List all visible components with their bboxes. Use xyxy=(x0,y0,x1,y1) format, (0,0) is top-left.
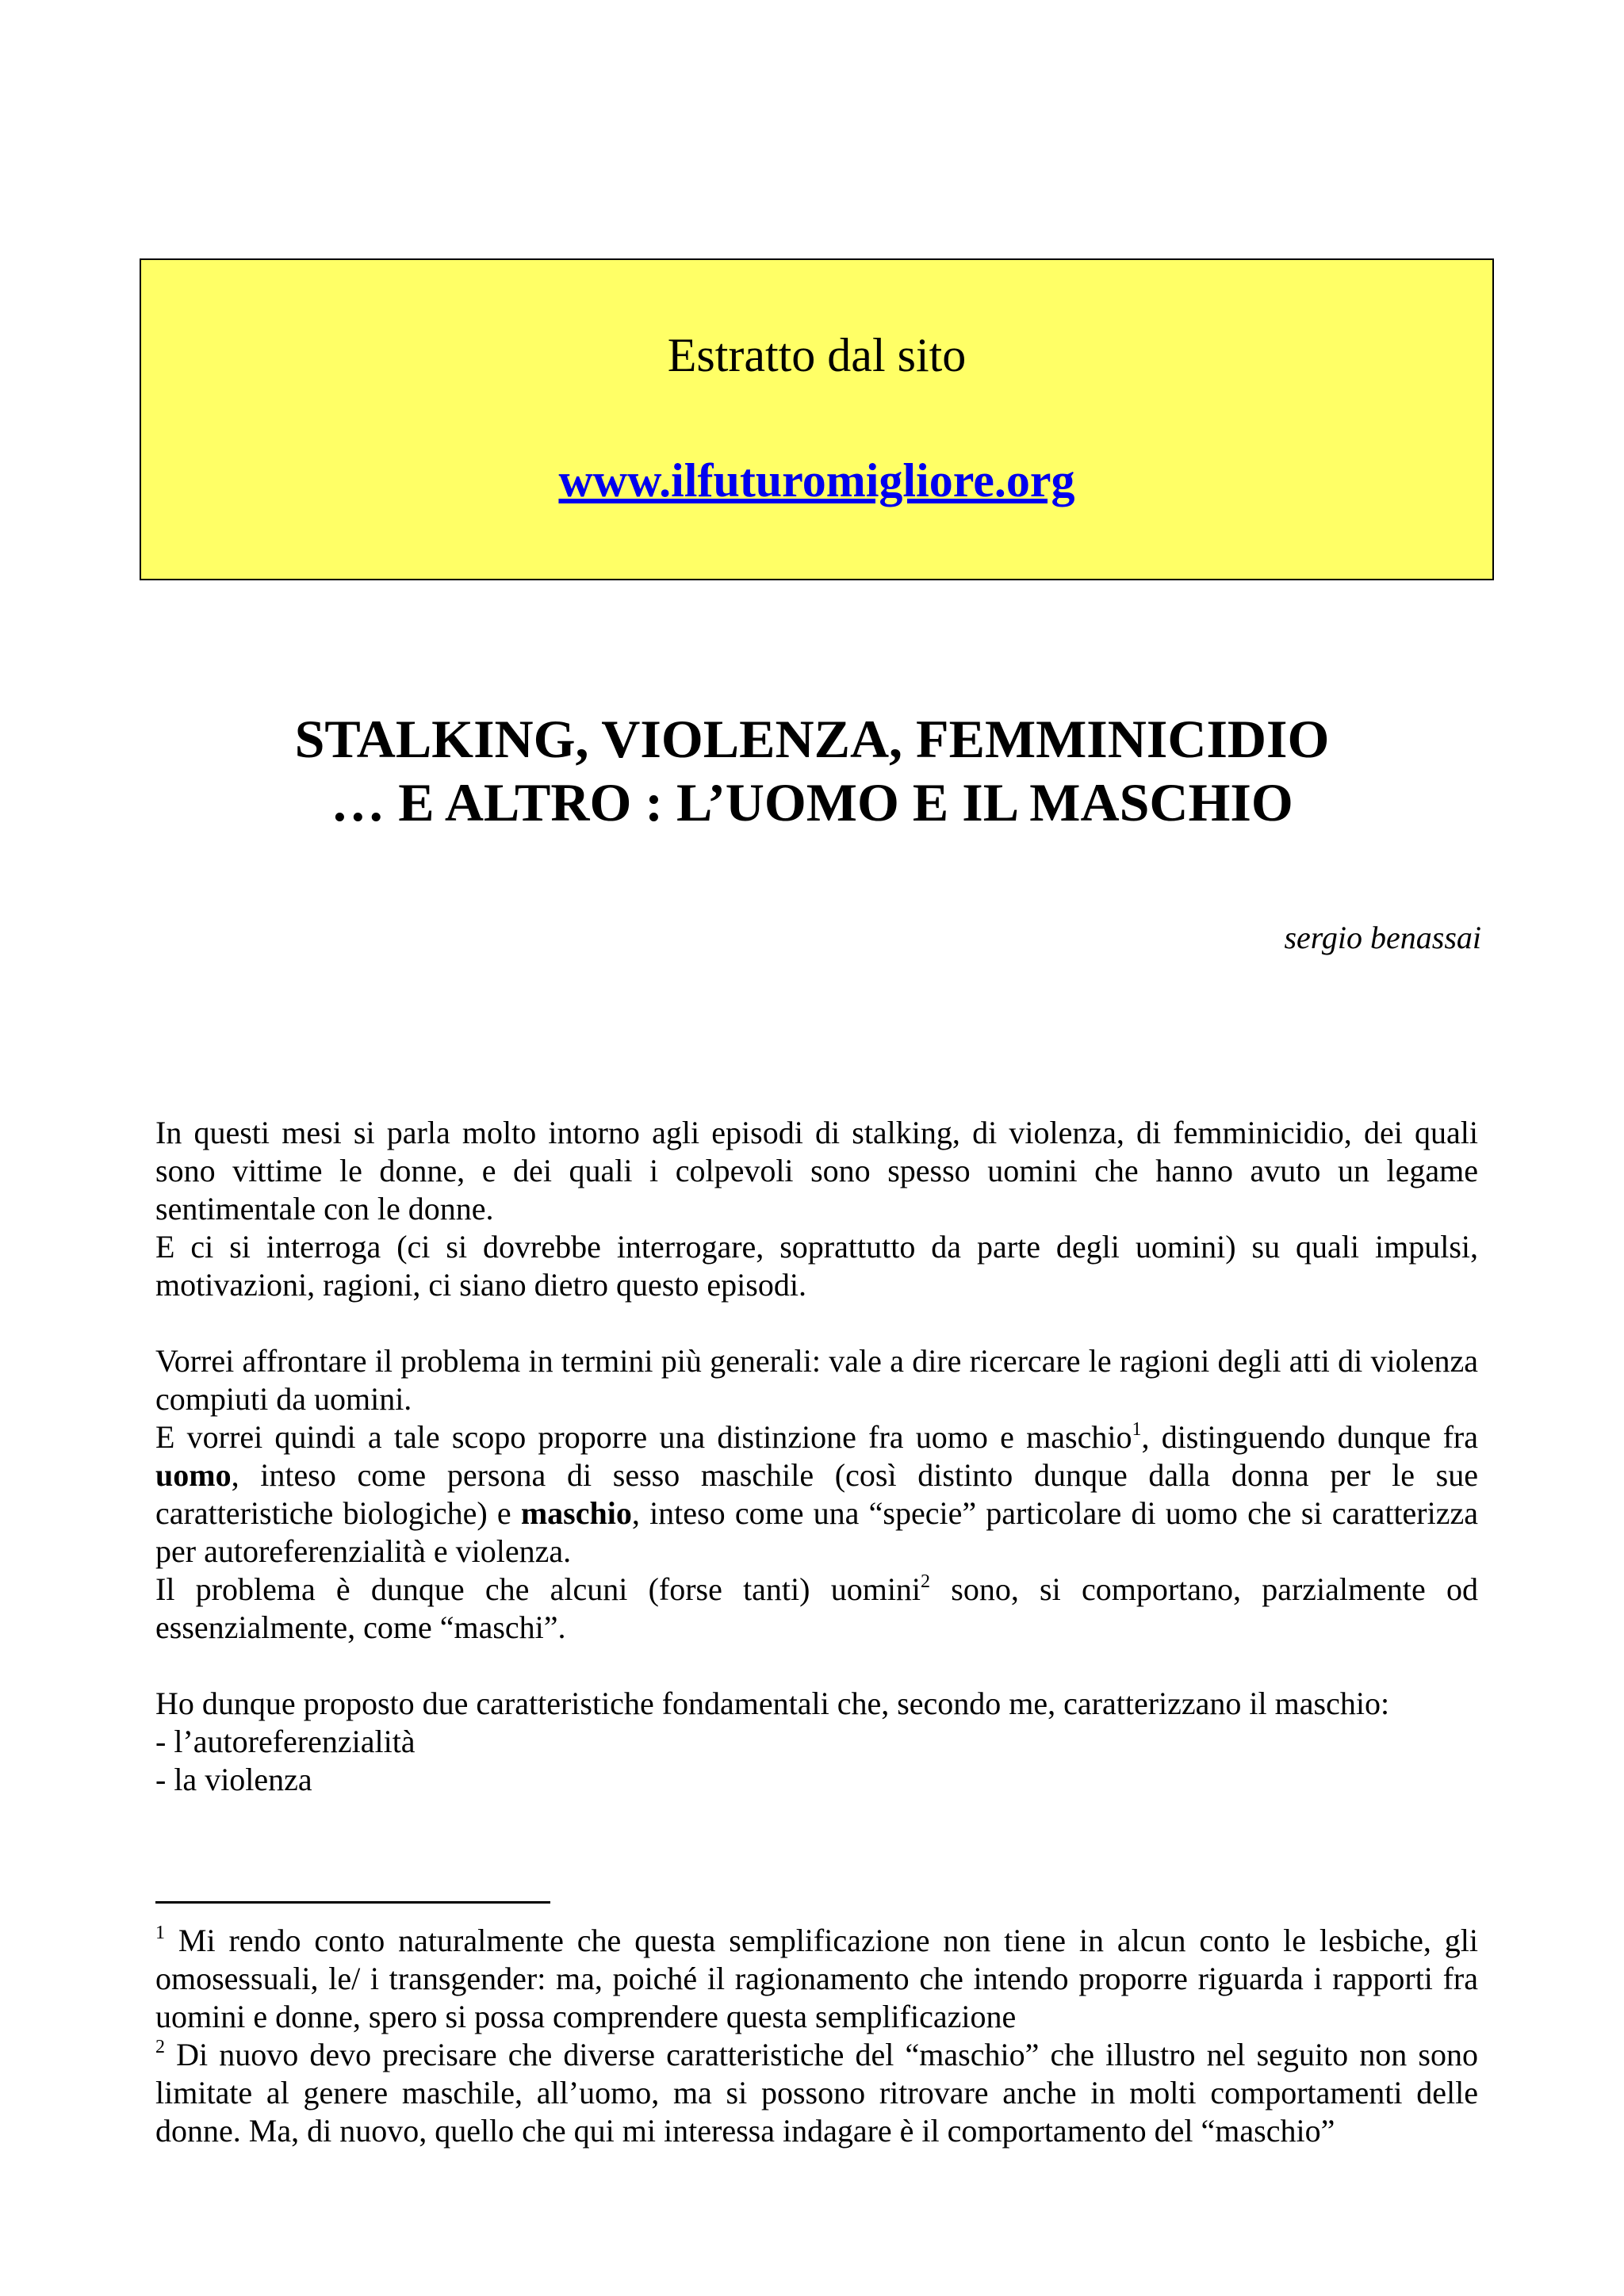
paragraph-4-text-c: , inteso come persona di sesso maschile (così distinto dunque dalla donna per le sue caratteristiche biologiche) e xyxy=(155,1457,1478,1531)
author-name: sergio benassai xyxy=(1284,920,1481,955)
list-item-1: - l’autoreferenzialità xyxy=(155,1724,416,1759)
paragraph-3: Vorrei affrontare il problema in termini più generali: vale a dire ricercare le ragioni degli atti di violenza compiuti da uomini. xyxy=(155,1343,1478,1417)
footnote-2-mark: 2 xyxy=(155,2037,165,2057)
paragraph-1: In questi mesi si parla molto intorno agli episodi di stalking, di violenza, di femminicidio, dei quali sono vittime le donne, e dei quali i colpevoli sono spesso uomini che hanno avuto un legame sentimentale con le donne. xyxy=(155,1115,1478,1226)
footnote-separator xyxy=(155,1901,550,1904)
footnotes xyxy=(155,1922,1478,2150)
footnote-2-text: Di nuovo devo precisare che diverse caratteristiche del “maschio” che illustro nel seguito non sono limitate al genere maschile, all’uomo, ma si possono ritrovare anche in molti comportamenti delle donne. Ma, di nuovo, quello che qui mi interessa indagare è il comportamento del “maschio” xyxy=(155,2037,1478,2149)
footnote-1 xyxy=(155,1922,1478,2036)
footnote-ref-1[interactable]: 1 xyxy=(1132,1419,1142,1440)
document-body xyxy=(155,1114,1478,1799)
list-item-2: - la violenza xyxy=(155,1762,312,1797)
title-line-1: STALKING, VIOLENZA, FEMMINICIDIO xyxy=(294,709,1330,769)
paragraph-4-text-d: , inteso come una “specie” particolare di uomo che si caratterizza per autoreferenzialità e violenza. xyxy=(155,1495,1479,1569)
paragraph-4-text-b: , distinguendo dunque fra xyxy=(1141,1419,1478,1455)
footnote-ref-2[interactable]: 2 xyxy=(921,1571,931,1592)
footnote-1-mark: 1 xyxy=(155,1923,165,1943)
term-maschio: maschio xyxy=(520,1495,632,1531)
paragraph-4 xyxy=(155,1418,1478,1571)
footnote-1-text: Mi rendo conto naturalmente che questa semplificazione non tiene in alcun conto le lesbiche, gli omosessuali, le/ i transgender: ma, poiché il ragionamento che intendo proporre riguarda i rapporti fra uomini e donne, spero si possa comprendere questa semplificazione xyxy=(155,1923,1478,2034)
header-box-caption: Estratto dal sito xyxy=(667,329,967,381)
term-uomo: uomo xyxy=(155,1457,232,1493)
paragraph-5 xyxy=(155,1571,1478,1647)
paragraph-2: E ci si interroga (ci si dovrebbe interrogare, soprattutto da parte degli uomini) su quali impulsi, motivazioni, ragioni, ci siano dietro questo episodi. xyxy=(155,1229,1478,1303)
document-title xyxy=(0,707,1624,834)
header-box xyxy=(140,258,1494,580)
paragraph-4-text-a: E vorrei quindi a tale scopo proporre una distinzione fra uomo e maschio xyxy=(155,1419,1132,1455)
paragraph-5-text-a: Il problema è dunque che alcuni (forse tanti) uomini xyxy=(155,1571,921,1607)
paragraph-5-text-b: sono, si comportano, parzialmente od essenzialmente, come “maschi”. xyxy=(155,1571,1478,1645)
title-line-2: … E ALTRO : L’UOMO E IL MASCHIO xyxy=(331,772,1293,832)
site-link[interactable]: www.ilfuturomigliore.org xyxy=(558,454,1075,507)
paragraph-6: Ho dunque proposto due caratteristiche fondamentali che, secondo me, caratterizzano il maschio: xyxy=(155,1686,1390,1721)
footnote-2 xyxy=(155,2036,1478,2150)
